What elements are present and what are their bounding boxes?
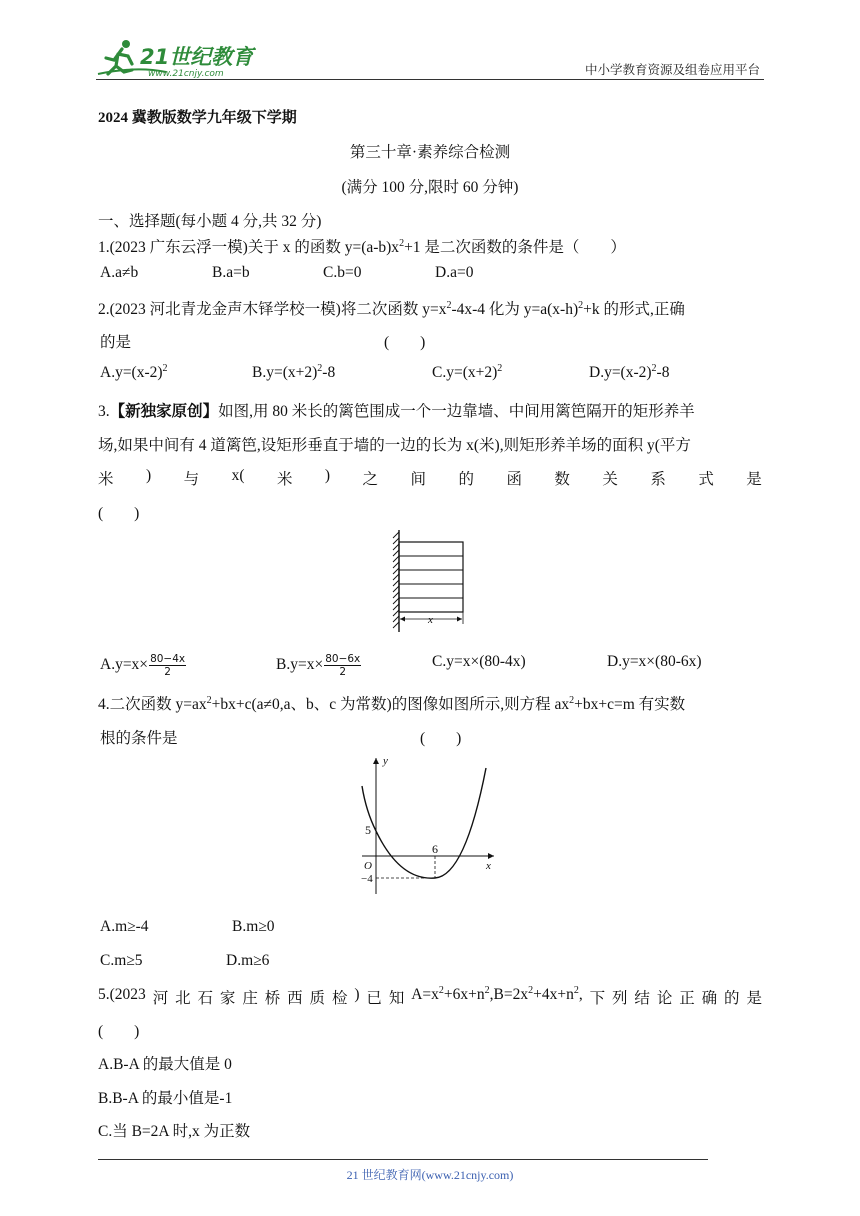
- q2-option-d[interactable]: $D.y=(x-2)^2-8$: [589, 363, 670, 381]
- q4-option-a[interactable]: A.m≥-4: [100, 918, 149, 935]
- q4-option-b[interactable]: B.m≥0: [232, 918, 275, 935]
- q5-stem-line1: [98, 986, 762, 1008]
- svg-text:y: y: [383, 756, 388, 767]
- q5-line1-token: 桥: [264, 990, 281, 1007]
- q5-line1-token: 庄: [242, 990, 258, 1007]
- q3-line3-token: ): [145, 467, 152, 484]
- q4-options-row1: [0, 918, 860, 940]
- doc-title: 2024 冀教版数学九年级下学期: [98, 110, 297, 126]
- q1-option-a[interactable]: A.a≠b: [100, 264, 139, 281]
- q3-answer-paren: ( ): [98, 505, 140, 522]
- q2-stem: 2.(2023 河北青龙金声木铎学校一模)将二次函数 $y=x^2-4x-4$ 化为 $y=a(x-h)^2+k$ 的形式,正确: [98, 300, 685, 318]
- q4-stem: 4.二次函数 $y=ax^2+bx+c(a\ne 0,a$、b、c 为常数)的图像如图所示,则方程 $ax^2+bx+c=m$ 有实数: [98, 695, 686, 713]
- footer-divider: [98, 1159, 708, 1160]
- answer-paren: ( ): [384, 334, 426, 351]
- q3-line3-token: 米: [98, 471, 114, 488]
- q5-line1-token: 论: [656, 990, 673, 1007]
- q5-line1-token: 西: [287, 990, 303, 1007]
- q3-line3-token: 的: [458, 471, 474, 488]
- svg-text:−4: −4: [361, 873, 373, 885]
- q3-line3-token: 是: [746, 471, 762, 488]
- q3-stem-line1: 3.【新独家原创】如图,用 80 米长的篱笆围成一个一边靠墙、中间用篱笆隔开的矩形养羊: [98, 403, 695, 420]
- q5-line1-token: 知: [388, 990, 405, 1007]
- q5-line1-token: 质: [309, 990, 326, 1007]
- chapter-title: 第三十章·素养综合检测: [349, 144, 511, 161]
- q3-option-d[interactable]: D.y=x×(80-6x): [607, 653, 702, 670]
- q1-option-c[interactable]: C.b=0: [323, 264, 362, 281]
- q5-equation: $A=x^2+6x+n^2,B=2x^2+4x+n^2$,: [411, 985, 583, 1003]
- q3-option-a[interactable]: A.y=x× $\frac{80-4x}{2}$: [100, 653, 186, 678]
- q1-option-d[interactable]: D.a=0: [435, 264, 474, 281]
- q5-line1-token: 下: [589, 990, 606, 1007]
- q3-line3-token: 函: [506, 471, 522, 488]
- q3-line3-token: 与: [183, 471, 200, 488]
- header-divider: [96, 79, 764, 80]
- q3-line3-token: 式: [698, 471, 714, 488]
- q5-line1-token: 正: [679, 990, 695, 1007]
- q5-line1-token: ): [354, 986, 360, 1003]
- q5-line1-token: 的: [724, 990, 740, 1007]
- q3-line3-token: 关: [602, 471, 618, 488]
- footer-text: 21 世纪教育网(www.21cnjy.com): [346, 1168, 514, 1182]
- site-logo: [96, 36, 256, 80]
- q3-option-b[interactable]: B.y=x× $\frac{80-6x}{2}$: [276, 653, 361, 678]
- answer-paren: ( ): [420, 730, 462, 747]
- q4-options-row2: [0, 952, 860, 974]
- q4-option-d[interactable]: D.m≥6: [226, 952, 270, 969]
- svg-text:6: 6: [432, 842, 438, 856]
- q3-line3-token: 间: [410, 471, 427, 488]
- q2-option-a[interactable]: $A.y=(x-2)^2$: [100, 363, 168, 381]
- section-heading: 一、选择题(每小题 4 分,共 32 分): [98, 213, 322, 230]
- fence-figure: [390, 528, 470, 634]
- svg-text:x: x: [428, 614, 433, 626]
- q5-line1-token: 北: [175, 990, 191, 1007]
- svg-text:x: x: [486, 860, 491, 872]
- q2-line2: 的是 ( ): [0, 330, 860, 352]
- q5-answer-paren: ( ): [98, 1023, 140, 1040]
- q5-line1-token: 石: [197, 990, 214, 1007]
- svg-text:www.21cnjy.com: www.21cnjy.com: [148, 69, 224, 79]
- q5-line1-token: 5.(2023: [98, 986, 146, 1003]
- svg-text:5: 5: [365, 823, 371, 837]
- q5-line1-token: 列: [612, 990, 628, 1007]
- q5-line1-token: 河: [152, 990, 169, 1007]
- q2-option-c[interactable]: $C.y=(x+2)^2$: [432, 363, 503, 381]
- q5-line1-token: 已: [366, 990, 382, 1007]
- q4-option-c[interactable]: C.m≥5: [100, 952, 143, 969]
- q1-options: [0, 264, 860, 286]
- q5-option-a[interactable]: A.B-A 的最大值是 0: [98, 1056, 232, 1073]
- q3-line3-token: 系: [650, 471, 666, 488]
- q1-stem: 1.(2023 广东云浮一模)关于 x 的函数 $y=(a-b)x^2+1$ 是二次函数的条件是（ ）: [98, 238, 626, 256]
- q5-line1-token: 家: [219, 990, 236, 1007]
- q5-option-b[interactable]: B.B-A 的最小值是-1: [98, 1090, 233, 1107]
- q2-option-b[interactable]: $B.y=(x+2)^2-8$: [252, 363, 336, 381]
- q5-option-c[interactable]: C.当 B=2A 时,x 为正数: [98, 1123, 251, 1140]
- q4-line2: 根的条件是 ( ): [0, 726, 860, 748]
- header-platform-text: 中小学教育资源及组卷应用平台: [584, 63, 760, 77]
- svg-text:O: O: [364, 860, 372, 872]
- q3-options: [0, 652, 860, 678]
- q3-line3-token: 米: [276, 471, 293, 488]
- q2-options: [0, 364, 860, 386]
- q3-tag: 【新独家原创】: [109, 403, 219, 420]
- q3-option-c[interactable]: C.y=x×(80-4x): [432, 653, 526, 670]
- q5-line1-token: 结: [634, 990, 650, 1007]
- q3-stem-line3: [98, 467, 762, 489]
- q5-line1-token: 检: [331, 990, 348, 1007]
- svg-text:21世纪教育: 21世纪教育: [140, 45, 254, 69]
- exam-limits: (满分 100 分,限时 60 分钟): [341, 179, 519, 196]
- q1-option-b[interactable]: B.a=b: [212, 264, 250, 281]
- q3-line3-token: ): [324, 467, 331, 484]
- q5-line1-token: 确: [701, 990, 718, 1007]
- q3-stem-line2: 场,如果中间有 4 道篱笆,设矩形垂直于墙的一边的长为 x(米),则矩形养羊场的面积 y(平方: [98, 437, 691, 454]
- q5-line1-token: 是: [746, 990, 762, 1007]
- q3-line3-token: 之: [362, 471, 379, 488]
- q3-line3-token: 数: [554, 471, 570, 488]
- q3-line3-token: x(: [231, 467, 245, 484]
- parabola-graph: [360, 756, 500, 896]
